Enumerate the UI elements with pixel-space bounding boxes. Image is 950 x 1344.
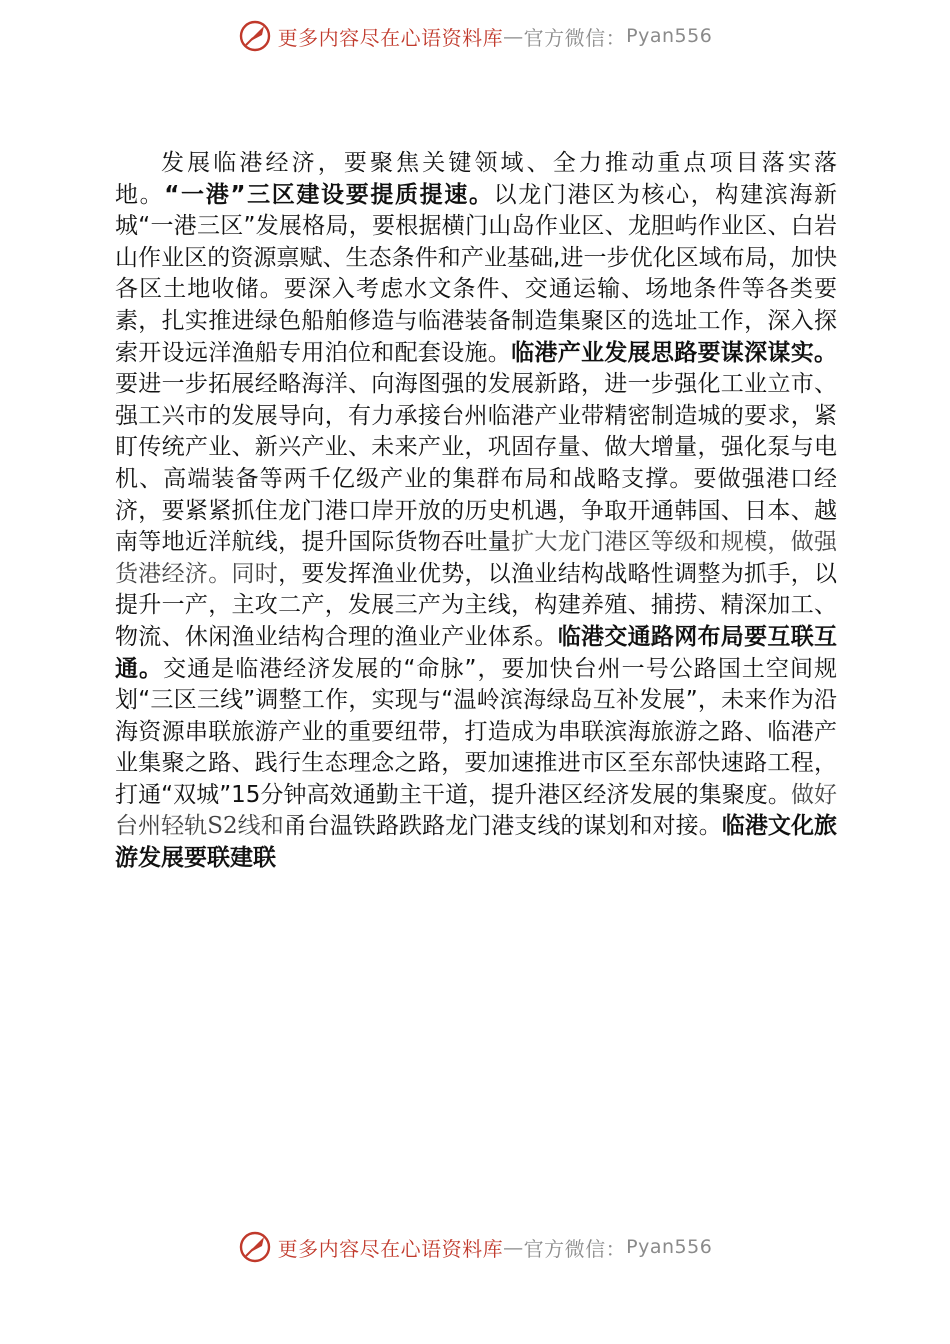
watermark-dash: — — [503, 1235, 524, 1259]
watermark-dash: — — [503, 24, 524, 48]
heading-transport: 临港交通路网布局要互联互通。 — [115, 623, 838, 682]
watermark-main-text: 更多内容尽在心语资料库 — [277, 25, 504, 50]
watermark-footer — [0, 1225, 950, 1269]
heading-port-districts: “一港”三区建设要提质提速。 — [164, 181, 494, 208]
main-paragraph — [115, 148, 837, 875]
watermark-id: Pyan556 — [626, 1236, 713, 1258]
fishery-text: ，要发挥渔业优势，以渔业结构战略性调整为抓手，以提升一产，主攻二产，发展三产为主线，构建养殖、捕捞、精深加工、物流、休闲渔业结构合理的渔业产业体系。 — [115, 560, 838, 650]
transport-text: 交通是临港经济发展的“命脉”，要加快台州一号公路国土空间规划“三区三线”调整工作，实现与“温岭滨海绿岛互补发展”，未来作为沿海资源串联旅游产业的重要纽带，打造成为串联滨海旅游之路、临港产业集聚之路、践行生态理念之路，要加速推进市区至东部快速路工程，打通“双城”15分钟高效通勤主干道，提升港区经济发展的集聚度。 — [115, 655, 837, 808]
quill-logo-icon — [238, 19, 272, 53]
watermark-id: Pyan556 — [626, 25, 713, 47]
document-body — [115, 148, 837, 875]
port-districts-text: 以龙门港区为核心，构建滨海新城“一港三区”发展格局，要根据横门山岛作业区、龙胆屿作业区、白岩山作业区的资源禀赋、生态条件和产业基础,进一步优化区域布局，加快各区土地收储。要深入考虑水文条件、交通运输、场地条件等各类要素，扎实推进绿色船舶修造与临港装备制造集聚区的选址工作，深入探索开设远洋渔船专用泊位和配套设施。 — [115, 181, 838, 366]
heading-culture-tourism: 临港文化旅游发展要联建联 — [115, 813, 838, 872]
port-scale-text: 扩大龙门港区等级和规模，做强货港经济。同时 — [115, 529, 838, 587]
light-rail-text: 做好台州轻轨S2线和 — [115, 781, 838, 840]
industry-text: 要进一步拓展经略海洋、向海图强的发展新路，进一步强化工业立市、强工兴市的发展导向，有力承接台州临港产业带精密制造城的要求，紧盯传统产业、新兴产业、未来产业，巩固存量、做大增量，强化泵与电机、高端装备等两千亿级产业的集群布局和战略支撑。要做强港口经济，要紧紧抓住龙门港口岸开放的历史机遇，争取开通韩国、日本、越南等地近洋航线，提升国际货物吞吐量 — [115, 371, 837, 556]
watermark-label: 官方微信： — [523, 25, 627, 50]
heading-industry: 临港产业发展思路要谋深谋实。 — [511, 339, 838, 366]
intro-sentence: 发展临港经济，要聚焦关键领域、全力推动重点项目落实落地。 — [115, 150, 837, 208]
railway-text: 甬台温铁路跌路龙门港支线的谋划和对接。 — [283, 813, 722, 840]
watermark-header — [0, 14, 950, 58]
watermark-label: 官方微信： — [523, 1236, 627, 1261]
quill-logo-icon — [238, 1230, 272, 1264]
watermark-main-text: 更多内容尽在心语资料库 — [277, 1236, 504, 1261]
